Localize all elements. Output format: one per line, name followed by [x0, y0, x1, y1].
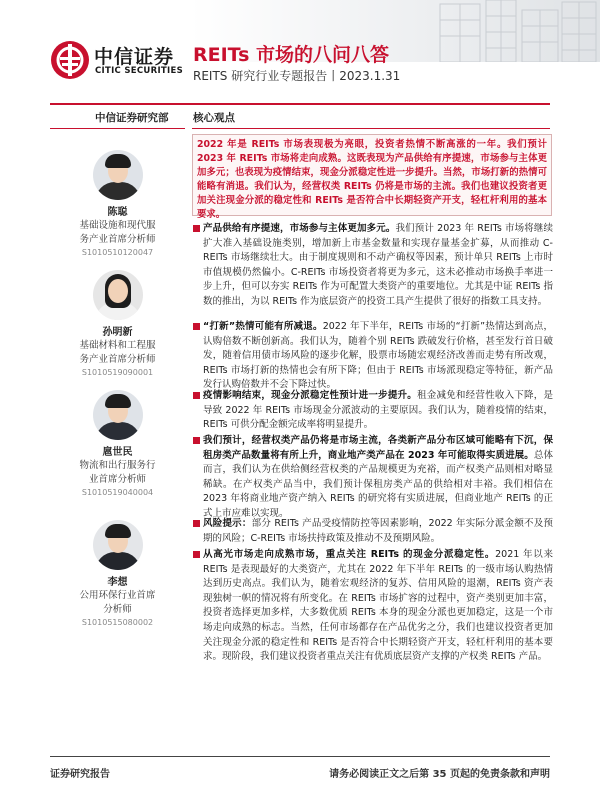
bullet-lead: 疫情影响结束，现金分派稳定性预计进一步提升。: [203, 390, 418, 401]
bullet-point: [193, 222, 553, 310]
bullet-point: [193, 320, 553, 393]
bullet-body: 总体而言，我们认为在供给侧经营权类的产品规模更为充裕，而产权类产品则相对略显稀缺。在产权类产品当中，我们预计保租房类产品的供给相对丰裕。我们相信在 2023 年将商业地产资产纳入 REITs 的研究将有实质进展，但商业地产 REITs 的正式上市应难以实现。: [203, 449, 553, 519]
analyst-license-id: S1010519090001: [81, 368, 154, 377]
header-divider: [50, 103, 550, 105]
right-column-divider: [192, 128, 550, 129]
analyst-card: [50, 520, 185, 629]
bullet-lead: 我们预计，经营权类产品仍将是市场主流，各类新产品分布区域可能略有下沉，保租房类产品数量将有所上升，商业地产类产品在 2023 年可能取得实质进展。: [203, 435, 553, 461]
avatar: [93, 390, 143, 440]
bullet-point: [193, 434, 553, 522]
left-column-divider: [50, 128, 185, 129]
bullet-square-icon: [193, 323, 200, 330]
analyst-license-id: S1010510120047: [81, 248, 154, 257]
bullet-lead: 产品供给有序提速，市场参与主体更加多元。: [203, 223, 396, 234]
bullet-square-icon: [193, 437, 200, 444]
analyst-title: 物流和出行服务行 业首席分析师: [79, 460, 156, 485]
bullet-lead: 从高光市场走向成熟市场，重点关注 REITs 的现金分派稳定性。: [203, 549, 496, 560]
footer-divider: [50, 756, 550, 757]
avatar: [93, 270, 143, 320]
analyst-name: 扈世民: [102, 447, 133, 458]
research-dept-label: 中信证券研究部: [95, 112, 169, 124]
analyst-title: 基础材料和工程服 务产业首席分析师: [79, 340, 156, 365]
analyst-name: 李想: [107, 577, 128, 588]
key-summary-box: 2022 年是 REITs 市场表现极为亮眼，投资者热情不断高涨的一年。我们预计 2023 年 REITs 市场将走向成熟。这既表现为产品供给有序提速，市场参与主体更加多元；也表现为疫情结束，现金分派稳定性进一步提升。当然，市场打新的热情可能略有消退。我们认为，经营权类 REITs 仍将是市场的主流。我们也建议投资者更加关注现金分派的稳定性和 REITs 是否符合中长期轻资产开支，轻杠杆利用的基本要求。: [192, 134, 552, 216]
bullet-body: 我们预计 2023 年 REITs 市场将继续扩大准入基础设施类别，增加新上市基金数量和实现存量基金扩募，从而推动 C-REITs 市场继续壮大。由于制度规则和不动产确权等因素，预计单只 REITs 上市时市值规模仍然偏小。C-REITs 市场投资者将更为多元，这未必推动市场换手率进一步上升，但可以夯实 REITs 作为可配置大类资产的重要地位。尤其是中证 REITs 指数的推出，为以 REITs 作为底层资产的投资工具产生提供了很好的指数工具支持。: [203, 223, 553, 307]
bullet-body: 2022 年下半年，REITs 市场的“打新”热情达到高点，认购倍数不断创新高。我们认为，随着个别 REITs 跌破发行价格，甚至发行首日破发，随着信用债市场风险的逐步化解，股票市场随宏观经济改善而走势有所改观，REITs 市场打新的热情也会有所下降；但由于 REITs 市场派现稳定等特征，新产品发行认购倍数并不会下降过快。: [203, 321, 553, 391]
analyst-card: [50, 270, 185, 379]
bullet-point: [193, 517, 553, 546]
analyst-name: 孙明新: [102, 327, 133, 338]
citic-logo-icon: [50, 40, 90, 80]
analyst-license-id: S1010515080002: [81, 618, 154, 627]
report-header: [0, 0, 600, 92]
bullet-lead: “打新”热情可能有所减退。: [203, 321, 323, 332]
bullet-square-icon: [193, 551, 200, 558]
bullet-square-icon: [193, 392, 200, 399]
analyst-title: 公用环保行业首席 分析师: [79, 590, 156, 615]
footer-disclaimer: 请务必阅读正文之后第 35 页起的免责条款和声明: [329, 769, 550, 780]
analyst-name: 陈聪: [107, 207, 128, 218]
bullet-lead: 风险提示：: [203, 518, 252, 529]
bullet-body: 部分 REITs 产品受疫情防控等因素影响，2022 年实际分派金额不及预期的风险；C-REITs 市场扶持政策及推动不及预期风险。: [203, 518, 553, 544]
report-title: REITs 市场的八问八答: [193, 44, 390, 66]
analyst-card: [50, 390, 185, 499]
bullet-square-icon: [193, 225, 200, 232]
analyst-license-id: S1010519040004: [81, 488, 154, 497]
bullet-square-icon: [193, 520, 200, 527]
core-views-label: 核心观点: [193, 112, 235, 124]
avatar: [93, 520, 143, 570]
bullet-point: [193, 548, 553, 665]
bullet-point: [193, 389, 553, 433]
brand-name-cn: 中信证券: [94, 46, 175, 68]
report-subtitle: REITS 研究行业专题报告丨2023.1.31: [193, 69, 401, 83]
brand-name-en: CITIC SECURITIES: [95, 66, 184, 76]
analyst-card: [50, 150, 185, 259]
footer-report-type: 证券研究报告: [50, 769, 110, 780]
analyst-title: 基础设施和现代服 务产业首席分析师: [79, 220, 156, 245]
bullet-body: 租金减免和经营性收入下降，是导致 2022 年 REITs 市场现金分派波动的主要原因。我们认为，随着疫情的结束，REITs 可供分配金额完成率将明显提升。: [203, 390, 553, 431]
avatar: [93, 150, 143, 200]
bullet-body: 2021 年以来 REITs 是表现最好的大类资产，尤其在 2022 年下半年 REITs 的一级市场认购热情达到历史高点。我们认为，随着宏观经济的复苏、信用风险的退潮，REITs 资产表现独树一帜的情况将有所变化。在 REITs 市场扩容的过程中，资产类别更加丰富，投资者选择更加多样，大多数优质 REITs 本身的现金分派也更加稳定，这是一个市场走向成熟的标志。当然，任何市场都存在产品优劣之分，我们也建议投资者更加关注现金分派的稳定性和 REITs 是否符合中长期轻资产开支，轻杠杆利用的基本要求。现阶段，我们建议投资者重点关注有优质底层资产支撑的产权类 REITs 产品。: [203, 549, 554, 663]
